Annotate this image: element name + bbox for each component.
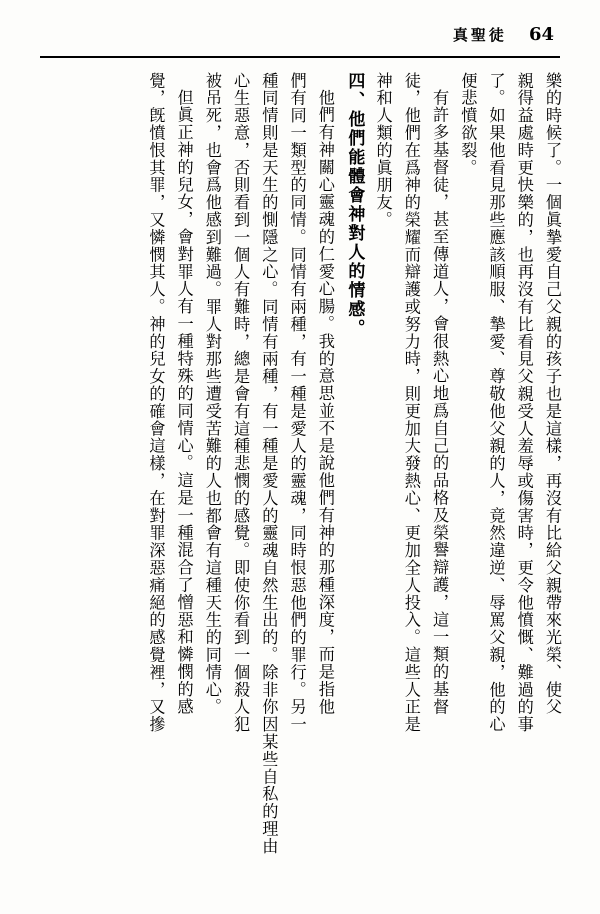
text-column: 他們有神關心靈魂的仁愛心腸。我的意思並不是說他們有神的那種深度，而是指他 — [315, 89, 335, 716]
text-column: 徒，他們在爲神的榮耀而辯護或努力時，則更加大發熱心、更加全人投入。這些人正是 — [401, 72, 421, 734]
text-columns — [34, 72, 566, 888]
page-body — [34, 72, 566, 888]
text-column: 但眞正神的兒女，會對罪人有一種特殊的同情心。這是一種混合了憎惡和憐憫的感 — [174, 89, 194, 716]
header-inner — [40, 24, 560, 45]
text-column: 被吊死，也會爲他感到難過。罪人對那些遭受苦難的人也都會有這種天生的同情心。 — [202, 72, 222, 716]
text-column: 神和人類的眞朋友。 — [373, 72, 393, 229]
header-divider — [40, 56, 560, 58]
text-column: 了。如果他看見那些應該順服、摯愛、尊敬他父親的人，竟然違逆、辱罵父親，他的心 — [486, 72, 506, 734]
page-number: 64 — [528, 24, 554, 45]
book-title: 真聖徒 — [452, 26, 507, 44]
text-column: 樂的時候了。一個眞摯愛自己父親的孩子也是這樣，再沒有比給父親帶來光榮、使父 — [543, 72, 562, 716]
text-column: 種同情則是天生的惻隱之心。同情有兩種，有一種是愛人的靈魂自然生出的。除非你因某些自私的理由 — [259, 72, 279, 855]
text-column: 便悲憤欲裂。 — [458, 72, 478, 177]
text-column: 們有同一類型的同情。同情有兩種，有一種是愛人的靈魂，同時恨惡他們的罪行。另一 — [287, 72, 307, 734]
text-column: 覺，旣憤恨其罪，又憐憫其人。神的兒女的確會這樣，在對罪深惡痛絕的感覺裡，又摻 — [146, 72, 166, 734]
text-column: 親得益處時更快樂的，也再沒有比看見父親受人羞辱或傷害時，更令他憤慨、難過的事 — [514, 72, 534, 734]
section-heading: 四、他們能體會神對人的情感。 — [344, 72, 365, 338]
text-column: 心生惡意，否則看到一個人有難時，總是會有這種悲憫的感覺。即使你看到一個殺人犯 — [231, 72, 251, 734]
page-header — [40, 24, 560, 58]
text-column: 有許多基督徒，甚至傳道人，會很熱心地爲自己的品格及榮譽辯護，這一類的基督 — [430, 89, 450, 716]
